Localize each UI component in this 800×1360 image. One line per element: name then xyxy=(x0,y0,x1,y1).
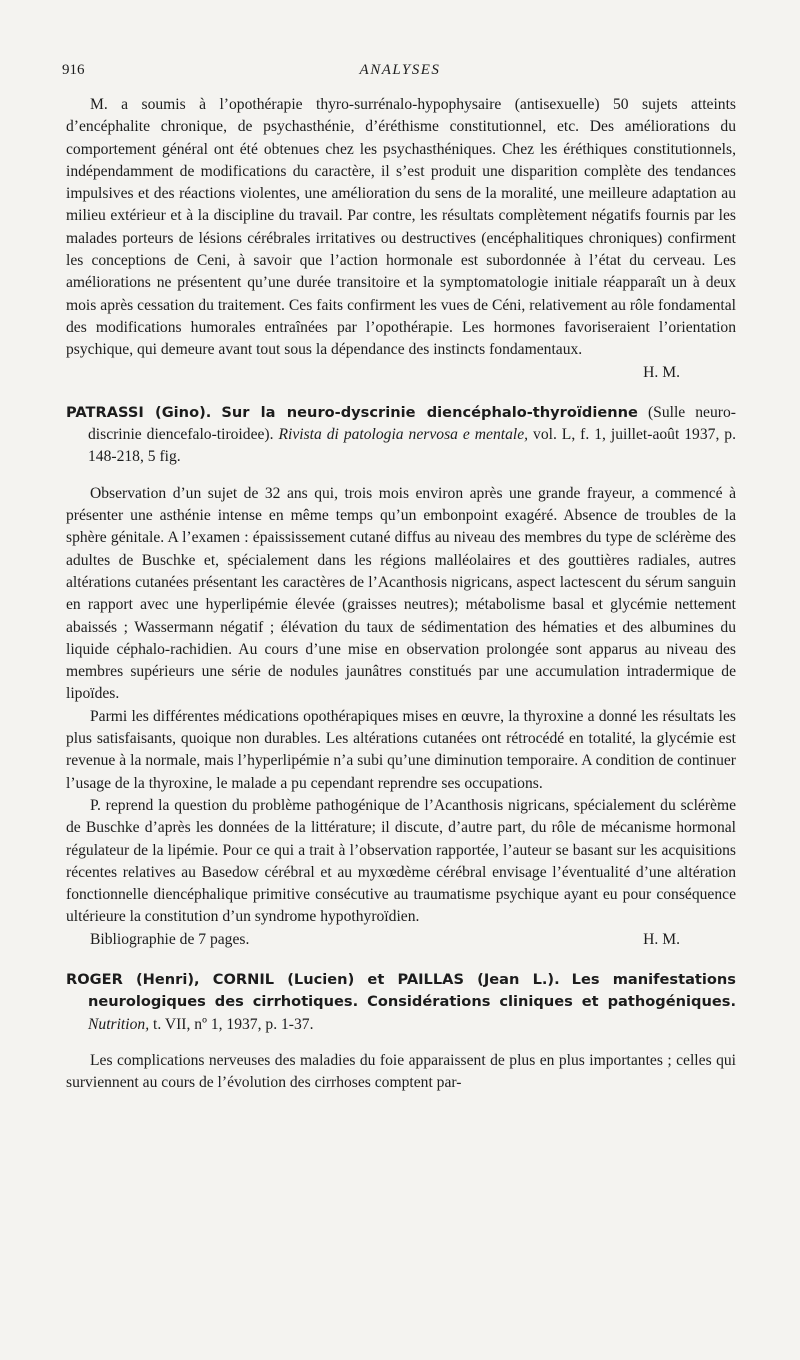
entry-patrassi-author: PATRASSI (Gino). xyxy=(66,403,212,421)
page-header xyxy=(0,62,800,84)
entry-patrassi-paragraph-3: P. reprend la question du problème pathogénique de l’Acanthosis nigricans, spécialement du sclérème de Buschke d’après les données de la littérature; il discute, d’autre part, du rôle de mécanisme hormonal régulateur de la lipémie. Pour ce qui a trait à l’observation rapportée, l’auteur se basant sur les acquisitions récentes relatives au Basedow cérébral et au myxœdème cérébral envisage l’éventualité d’une altération fonctionnelle diencéphalique primitive consécutive au traumatisme psychique ayant eu pour conséquence ultérieure la constitution d’un syndrome hypothyroïdien. xyxy=(66,796,736,926)
entry-patrassi-bibliography-line xyxy=(66,929,736,951)
entry-patrassi-journal: Rivista di patologia nervosa e mentale, xyxy=(278,426,529,444)
entry-roger xyxy=(66,969,736,1094)
entry-patrassi xyxy=(66,402,736,951)
entry-roger-paragraph: Les complications nerveuses des maladies du foie apparaissent de plus en plus importantes ; celles qui surviennent au cours de l’évolution des cirrhoses comptent par- xyxy=(66,1051,736,1092)
page-body xyxy=(66,94,736,1094)
entry-patrassi-bibliography: Bibliographie de 7 pages. xyxy=(90,930,250,948)
entry-patrassi-signature: H. M. xyxy=(643,930,680,948)
running-title: ANALYSES xyxy=(359,62,441,78)
entry-roger-citation: t. VII, nº 1, 1937, p. 1-37. xyxy=(153,1015,314,1033)
prev-entry-paragraph: M. a soumis à l’opothérapie thyro-surrénalo-hypophysaire (antisexuelle) 50 sujets atteints d’encéphalite chronique, de psychasthénie, d’éréthisme constitutionnel, etc. Des améliorations du comportement général ont été obtenues chez les psychasthéniques. Chez les éréthiques constitutionnels, indépendamment de modifications du caractère, il s’est produit une disparition complète des tendances impulsives et des réactions violentes, une amélioration du sens de la moralité, une meilleure adaptation au milieu extérieur et à la discipline du travail. Par contre, les résultats complètement négatifs fournis par les malades porteurs de lésions cérébrales irritatives ou destructives (encéphalitiques chroniques) confirment les conceptions de Ceni, à savoir que l’action hormonale est subordonnée à l’état du cerveau. Les améliorations ne présentent qu’une durée transitoire et la symptomatologie initiale réapparaît un à deux mois après cessation du traitement. Ces faits confirment les vues de Céni, relativement au rôle fondamental des modifications humorales entraînées par l’opothérapie. Les hormones favoriseraient l’orientation psychique, qui demeure avant tout sous la dépendance des instincts fondamentaux. xyxy=(66,96,736,359)
page-number: 916 xyxy=(62,62,85,78)
entry-roger-body xyxy=(66,1050,736,1095)
entry-patrassi-body xyxy=(66,483,736,951)
prev-entry-signature-line xyxy=(66,362,736,384)
entry-roger-authors: ROGER (Henri), CORNIL (Lucien) et PAILLAS (Jean L.). xyxy=(66,970,560,988)
entry-patrassi-heading xyxy=(66,402,736,469)
entry-roger-heading xyxy=(66,969,736,1036)
entry-patrassi-paragraph-1: Observation d’un sujet de 32 ans qui, trois mois environ après une grande frayeur, a commencé à présenter une asthénie intense en même temps qu’un embonpoint exagéré. Absence de troubles de la sphère génitale. A l’examen : épaississement cutané diffus au niveau des membres du type de sclérème des adultes de Buschke et, spécialement dans les régions malléolaires et des gouttières radiales, autres altérations cutanées présentant les caractères de l’Acanthosis nigricans, aspect lactescent du sérum sanguin en rapport avec une hyperlipémie élevée (graisses neutres); métabolisme basal et glycémie nettement abaissés ; Wassermann négatif ; élévation du taux de sédimentation des hématies et des albumines du liquide céphalo-rachidien. Au cours d’une mise en observation prolongée sont apparus au niveau des membres supérieurs une série de nodules jaunâtres constitués par une accumulation intradermique de lipoïdes. xyxy=(66,484,736,703)
entry-patrassi-original-title: (Sulle neuro-discrinie diencefalo-tiroidee). xyxy=(88,403,736,444)
entry-patrassi-citation: vol. L, f. 1, juillet-août 1937, p. 148-218, 5 fig. xyxy=(88,426,737,466)
entry-roger-journal: Nutrition, xyxy=(88,1015,150,1033)
entry-patrassi-title: Sur la neuro-dyscrinie diencéphalo-thyroïdienne xyxy=(221,403,638,421)
entry-patrassi-paragraph-2: Parmi les différentes médications opothérapiques mises en œuvre, la thyroxine a donné les résultats les plus satisfaisants, quoique non durables. Les altérations cutanées ont rétrocédé en totalité, la glycémie est revenue à la normale, mais l’hyperlipémie n’a subi qu’une diminution temporaire. A condition de continuer l’usage de la thyroxine, le malade a pu cependant reprendre ses occupations. xyxy=(66,707,736,792)
prev-entry-signature: H. M. xyxy=(643,363,680,381)
entry-roger-title: Les manifestations neurologiques des cirrhotiques. Considérations cliniques et pathogéniques. xyxy=(88,970,736,1011)
